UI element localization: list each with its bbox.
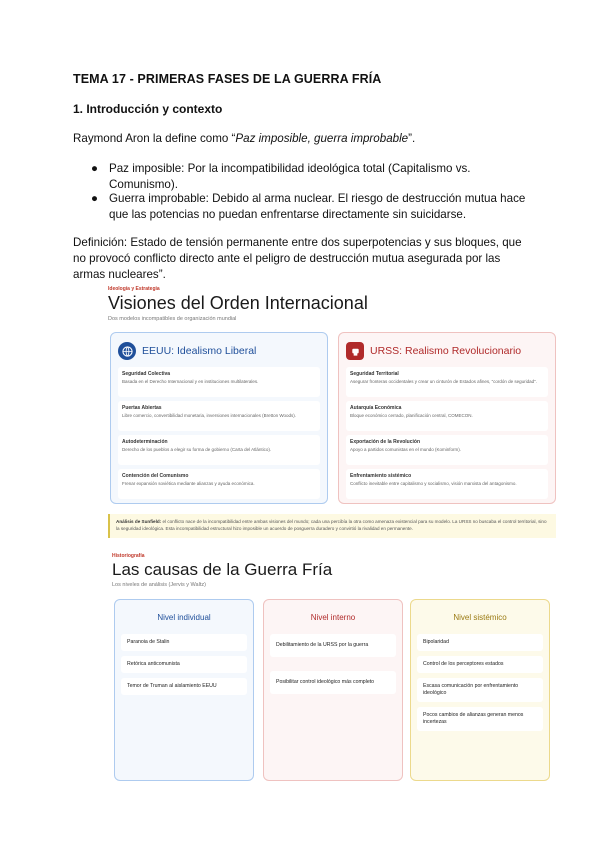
page-title: TEMA 17 - PRIMERAS FASES DE LA GUERRA FRÍA <box>73 72 382 86</box>
infographic-visions <box>108 286 560 512</box>
definition-paragraph: Definición: Estado de tensión permanente entre dos superpotencias y sus bloques, que no provocó conflicto directo ante el peligro de destrucción mutua asegurada por las armas nucleares”. <box>73 236 522 281</box>
card-title: Seguridad Colectiva <box>122 371 171 377</box>
bullet-text: Guerra improbable: Debido al arma nuclear. El riesgo de destrucción mutua hace que las potencias no puedan enfrentarse directamente sin suicidarse. <box>109 192 526 221</box>
panel-eeuu <box>110 332 328 504</box>
column-item: Posibilitar control ideológico más completo <box>270 671 396 694</box>
card-desc: Bloque económico cerrado, planificación central, COMECON. <box>350 413 473 418</box>
bullet-item <box>91 161 531 193</box>
card-title: Exportación de la Revolución <box>350 439 421 445</box>
column-item: Pocos cambios de alianzas generan menos incertezas <box>417 707 543 731</box>
intro-suffix: ”. <box>408 132 416 145</box>
column-item: Debilitamiento de la URSS por la guerra <box>270 634 396 657</box>
card-title: Seguridad Territorial <box>350 371 399 377</box>
infographic-title: Visiones del Orden Internacional <box>108 293 368 313</box>
panel-urss <box>338 332 556 504</box>
intro-prefix: Raymond Aron la define como “ <box>73 132 236 145</box>
infographic-kicker: Ideología y Estrategia <box>108 286 160 292</box>
column-title: Nivel sistémico <box>453 613 507 622</box>
infographic-kicker: Historiografía <box>112 553 145 559</box>
card <box>346 469 548 499</box>
analysis-note <box>108 514 556 538</box>
card <box>346 401 548 431</box>
bullet-dot-icon: ● <box>91 162 99 175</box>
globe-icon <box>118 342 136 360</box>
column-sistemico <box>410 599 550 781</box>
card <box>118 469 320 499</box>
bullet-dot-icon: ● <box>91 192 99 205</box>
column-item: Control de los perceptores estados <box>417 656 543 673</box>
card <box>118 435 320 465</box>
intro-paragraph <box>73 131 415 147</box>
fist-icon <box>346 342 364 360</box>
card-desc: Libre comercio, convertibilidad monetaria, inversiones internacionales (Bretton Woods). <box>122 413 297 418</box>
panel-header <box>118 341 320 361</box>
card-desc: Basada en el Derecho Internacional y en instituciones multilaterales. <box>122 379 259 384</box>
infographic-title: Las causas de la Guerra Fría <box>112 560 333 579</box>
card <box>118 367 320 397</box>
card <box>346 435 548 465</box>
infographic-causes <box>112 553 557 785</box>
card-desc: Apoyo a partidos comunistas en el mundo (Kominform). <box>350 447 462 452</box>
card-title: Enfrentamiento sistémico <box>350 473 412 479</box>
note-label: Análisis de Sunfield: <box>116 519 162 524</box>
column-title: Nivel individual <box>157 613 211 622</box>
column-title: Nivel interno <box>310 613 356 622</box>
column-item: Retórica anticomunista <box>121 656 247 673</box>
column-item: Paranoia de Stalin <box>121 634 247 651</box>
infographic-subtitle: Los niveles de análisis (Jervis y Waltz) <box>112 582 206 588</box>
panel-title: URSS: Realismo Revolucionario <box>370 345 522 357</box>
bullet-item <box>91 191 531 223</box>
column-interno <box>263 599 403 781</box>
bullet-text: Paz imposible: Por la incompatibilidad ideológica total (Capitalismo vs. Comunismo). <box>109 162 471 191</box>
card-title: Contención del Comunismo <box>122 473 189 479</box>
panel-title: EEUU: Idealismo Liberal <box>142 345 257 357</box>
column-item: Temor de Truman al aislamiento EEUU <box>121 678 247 695</box>
intro-quote: Paz imposible, guerra improbable <box>235 132 409 145</box>
section-heading: 1. Introducción y contexto <box>73 102 223 116</box>
card-desc: Frenar expansión soviética mediante alianzas y ayuda económica. <box>122 481 255 486</box>
card-desc: Conflicto inevitable entre capitalismo y socialismo, visión marxista del antagonismo. <box>350 481 517 486</box>
column-individual <box>114 599 254 781</box>
card-title: Autarquía Económica <box>350 405 402 411</box>
infographic-subtitle: Dos modelos incompatibles de organización mundial <box>108 316 237 322</box>
card-title: Puertas Abiertas <box>122 405 162 411</box>
card <box>118 401 320 431</box>
column-item: Escasa comunicación por enfrentamiento ideológico <box>417 678 543 702</box>
column-item: Bipolaridad <box>417 634 543 651</box>
note-text: el conflicto nace de la incompatibilidad entre ambas visiones del mundo; cada una percibía la otra como amenaza existencial para su modelo. La URSS no buscaba el control territorial, sino la seguridad ideológica. Esta incompatibilidad estructural hizo imposible un acuerdo de posguerra duradero y convirtió la rivalidad en permanente. <box>116 519 547 531</box>
card-desc: Derecho de los pueblos a elegir su forma de gobierno (Carta del Atlántico). <box>122 447 272 452</box>
card-desc: Asegurar fronteras occidentales y crear un cinturón de Estados afines, “cordón de seguridad”. <box>350 379 537 384</box>
panel-header <box>346 341 548 361</box>
card-title: Autodeterminación <box>122 439 168 445</box>
card <box>346 367 548 397</box>
